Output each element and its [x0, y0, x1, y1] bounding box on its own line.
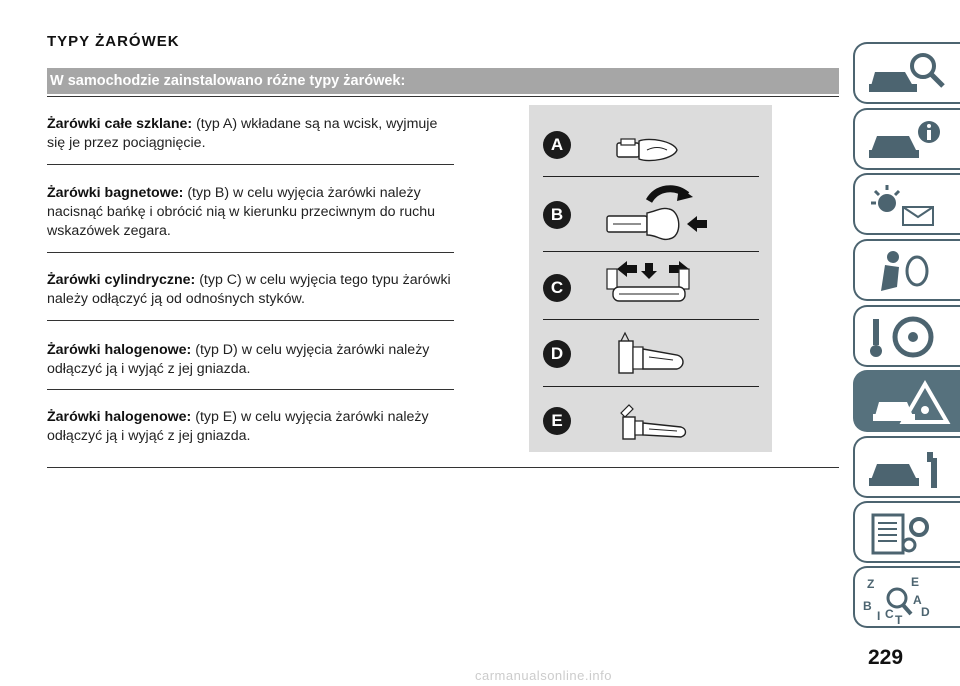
car-info-icon: [863, 116, 953, 166]
term: Żarówki całe szklane:: [47, 116, 193, 132]
document-gears-icon: [863, 509, 953, 559]
description-line: wskazówek zegara.: [47, 223, 171, 239]
description-line: odłączyć ją i wyjąć z jej gniazda.: [47, 361, 251, 377]
svg-text:A: A: [913, 593, 922, 607]
term: Żarówki cylindryczne:: [47, 272, 196, 288]
divider: [47, 96, 839, 97]
term: Żarówki bagnetowe:: [47, 185, 184, 201]
svg-text:B: B: [863, 599, 872, 613]
figure-divider: [543, 176, 759, 177]
sidebar-tab-airbag-person[interactable]: [853, 239, 960, 301]
section-banner: W samochodzie zainstalowano różne typy żarówek:: [47, 68, 839, 94]
bulb-types-figure: [529, 105, 772, 452]
figure-divider: [543, 386, 759, 387]
label-b-badge: B: [543, 201, 571, 229]
sidebar-tab-alphabet-index[interactable]: [853, 566, 960, 628]
sidebar-tab-car-magnifier[interactable]: [853, 42, 960, 104]
car-magnifier-icon: [863, 50, 953, 100]
divider: [47, 164, 454, 165]
wedge-bulb-icon: [599, 117, 769, 177]
sidebar-tab-steering-key[interactable]: [853, 305, 960, 367]
alphabet-index-icon: [863, 574, 953, 624]
bayonet-bulb-icon: [599, 183, 769, 243]
page-number: 229: [868, 646, 904, 669]
car-wrench-icon: [863, 444, 953, 494]
steering-key-icon: [863, 313, 953, 363]
bulb-type-d-text: [47, 341, 457, 379]
svg-text:T: T: [895, 613, 903, 624]
sidebar-tab-car-info[interactable]: [853, 108, 960, 170]
bulb-type-a-text: [47, 115, 457, 153]
car-warning-triangle-icon: [863, 378, 953, 428]
description-line: (typ E) w celu wyjęcia żarówki należy: [195, 409, 429, 425]
bulb-type-e-text: [47, 408, 457, 446]
sidebar-tab-car-warning-triangle[interactable]: [853, 370, 960, 432]
svg-text:I: I: [877, 609, 881, 623]
sidebar-tab-document-gears[interactable]: [853, 501, 960, 563]
festoon-bulb-icon: [599, 255, 769, 315]
halogen-h1-bulb-icon: [599, 395, 769, 455]
figure-divider: [543, 319, 759, 320]
watermark: carmanualsonline.info: [475, 668, 612, 683]
halogen-h4-bulb-icon: [599, 325, 769, 385]
description-line: (typ B) w celu wyjęcia żarówki należy: [187, 185, 421, 201]
description-line: odłączyć ją i wyjąć z jej gniazda.: [47, 428, 251, 444]
airbag-person-icon: [863, 247, 953, 297]
label-d-badge: D: [543, 340, 571, 368]
bulb-type-c-text: [47, 271, 457, 309]
label-c-badge: C: [543, 274, 571, 302]
figure-divider: [543, 251, 759, 252]
term: Żarówki halogenowe:: [47, 342, 192, 358]
description-line: należy odłączyć ją od odnośnych styków.: [47, 291, 305, 307]
divider: [47, 320, 454, 321]
svg-text:E: E: [911, 575, 920, 589]
divider: [47, 389, 454, 390]
label-a-badge: A: [543, 131, 571, 159]
divider: [47, 467, 839, 468]
sidebar-tab-car-wrench[interactable]: [853, 436, 960, 498]
description-line: nacisnąć bańkę i obrócić nią w kierunku przeciwnym do ruchu: [47, 204, 435, 220]
svg-text:Z: Z: [867, 577, 875, 591]
description-line: (typ C) w celu wyjęcia tego typu żarówki: [199, 272, 451, 288]
page-title: TYPY ŻARÓWEK: [47, 33, 180, 50]
bulb-type-b-text: [47, 184, 457, 241]
description-line: (typ A) wkładane są na wcisk, wyjmuje: [196, 116, 438, 132]
label-e-badge: E: [543, 407, 571, 435]
warning-lights-icon: [863, 181, 953, 231]
term: Żarówki halogenowe:: [47, 409, 192, 425]
divider: [47, 252, 454, 253]
description-line: (typ D) w celu wyjęcia żarówki należy: [195, 342, 430, 358]
svg-text:C: C: [885, 607, 894, 621]
svg-text:D: D: [921, 605, 930, 619]
sidebar-tab-warning-lights[interactable]: [853, 173, 960, 235]
description-line: się je przez pociągnięcie.: [47, 135, 206, 151]
